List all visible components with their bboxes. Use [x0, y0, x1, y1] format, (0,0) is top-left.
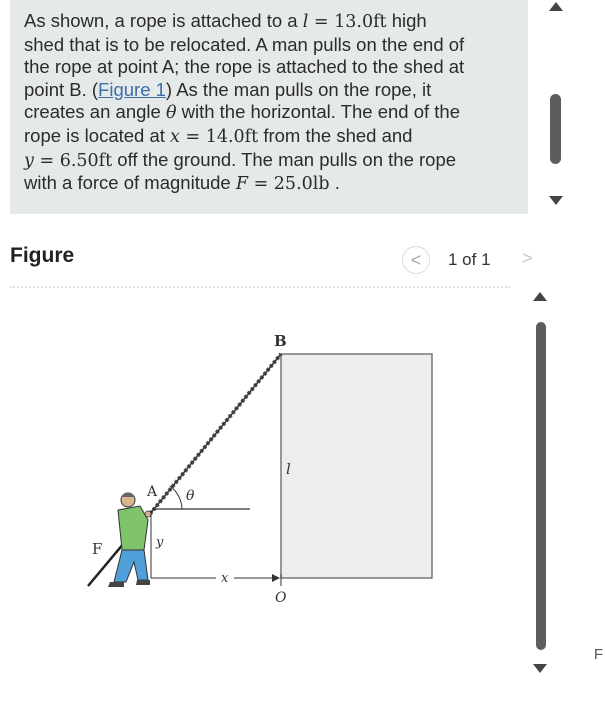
problem-line-7	[24, 149, 528, 173]
label-f: F	[92, 540, 103, 558]
value-x: 14.0ft	[205, 126, 259, 147]
scrollbar-thumb[interactable]	[536, 322, 546, 650]
man-shirt	[118, 506, 148, 550]
text-segment: .	[329, 172, 340, 194]
problem-line-1	[24, 10, 528, 34]
shed-rect	[281, 354, 432, 578]
value-l: 13.0ft	[334, 12, 387, 32]
rope-core	[150, 354, 281, 514]
var-theta: θ	[165, 103, 177, 124]
problem-line-8	[24, 172, 528, 196]
text-segment: with the horizontal. The end of the	[176, 101, 460, 123]
label-l: l	[286, 460, 291, 478]
var-x: x	[170, 126, 180, 147]
label-theta: θ	[186, 488, 195, 504]
man-hand	[145, 511, 151, 517]
equals-sign: =	[179, 126, 206, 147]
problem-line-5	[24, 101, 528, 125]
var-y: y	[24, 150, 34, 171]
scroll-up-arrow-icon[interactable]	[533, 292, 547, 301]
value-y: 6.50ft	[59, 150, 113, 171]
label-y: y	[156, 535, 164, 550]
figure-title: Figure	[10, 244, 75, 267]
scroll-down-arrow-icon[interactable]	[533, 664, 547, 673]
value-f: 25.0lb	[273, 174, 330, 195]
scroll-up-arrow-icon[interactable]	[549, 2, 563, 11]
text-segment: off the ground. The man pulls on the rope	[112, 148, 457, 170]
text-segment: rope is located at	[24, 124, 171, 146]
figure-area	[10, 286, 510, 700]
figure-link[interactable]: Figure 1	[98, 78, 166, 100]
text-segment: from the shed and	[258, 124, 413, 146]
problem-line-4	[24, 79, 528, 102]
label-x: x	[221, 571, 229, 586]
text-segment: ) As the man pulls on the rope, it	[165, 78, 432, 100]
text-segment: As shown, a rope is attached to a	[24, 10, 303, 31]
var-l: l	[302, 12, 309, 32]
rope-shed-diagram	[10, 288, 510, 700]
equals-sign: =	[248, 174, 274, 195]
label-o: O	[275, 590, 287, 606]
man-hat	[121, 493, 135, 498]
problem-line-3: the rope at point A; the rope is attached to the shed at	[24, 56, 465, 78]
label-a: A	[147, 484, 158, 500]
next-figure-button[interactable]: >	[522, 248, 533, 268]
text-segment: point B. (	[24, 78, 99, 100]
problem-scrollbar[interactable]	[545, 0, 571, 214]
man-pants	[114, 550, 148, 582]
equals-sign: =	[33, 150, 60, 171]
text-segment: creates an angle	[24, 101, 166, 123]
man-shoe	[108, 582, 124, 587]
problem-line-2: shed that is to be relocated. A man pulls on the end of	[24, 33, 465, 55]
figure-pager	[398, 248, 548, 276]
label-b: B	[274, 332, 287, 350]
previous-figure-button[interactable]: <	[402, 246, 430, 274]
var-f: F	[235, 174, 248, 195]
figure-scrollbar[interactable]	[529, 292, 553, 682]
equals-sign: =	[308, 12, 335, 32]
edge-cutoff-letter: F	[593, 646, 603, 663]
text-segment: with a force of magnitude	[24, 172, 236, 194]
scrollbar-thumb[interactable]	[550, 94, 561, 164]
figure-page-count: 1 of 1	[448, 250, 491, 269]
x-arrowhead	[272, 574, 280, 582]
text-segment: high	[386, 10, 427, 31]
man-shoe	[136, 580, 150, 585]
man-figure	[108, 493, 151, 588]
problem-line-6	[24, 125, 528, 149]
problem-statement	[10, 0, 528, 214]
scroll-down-arrow-icon[interactable]	[549, 196, 563, 205]
